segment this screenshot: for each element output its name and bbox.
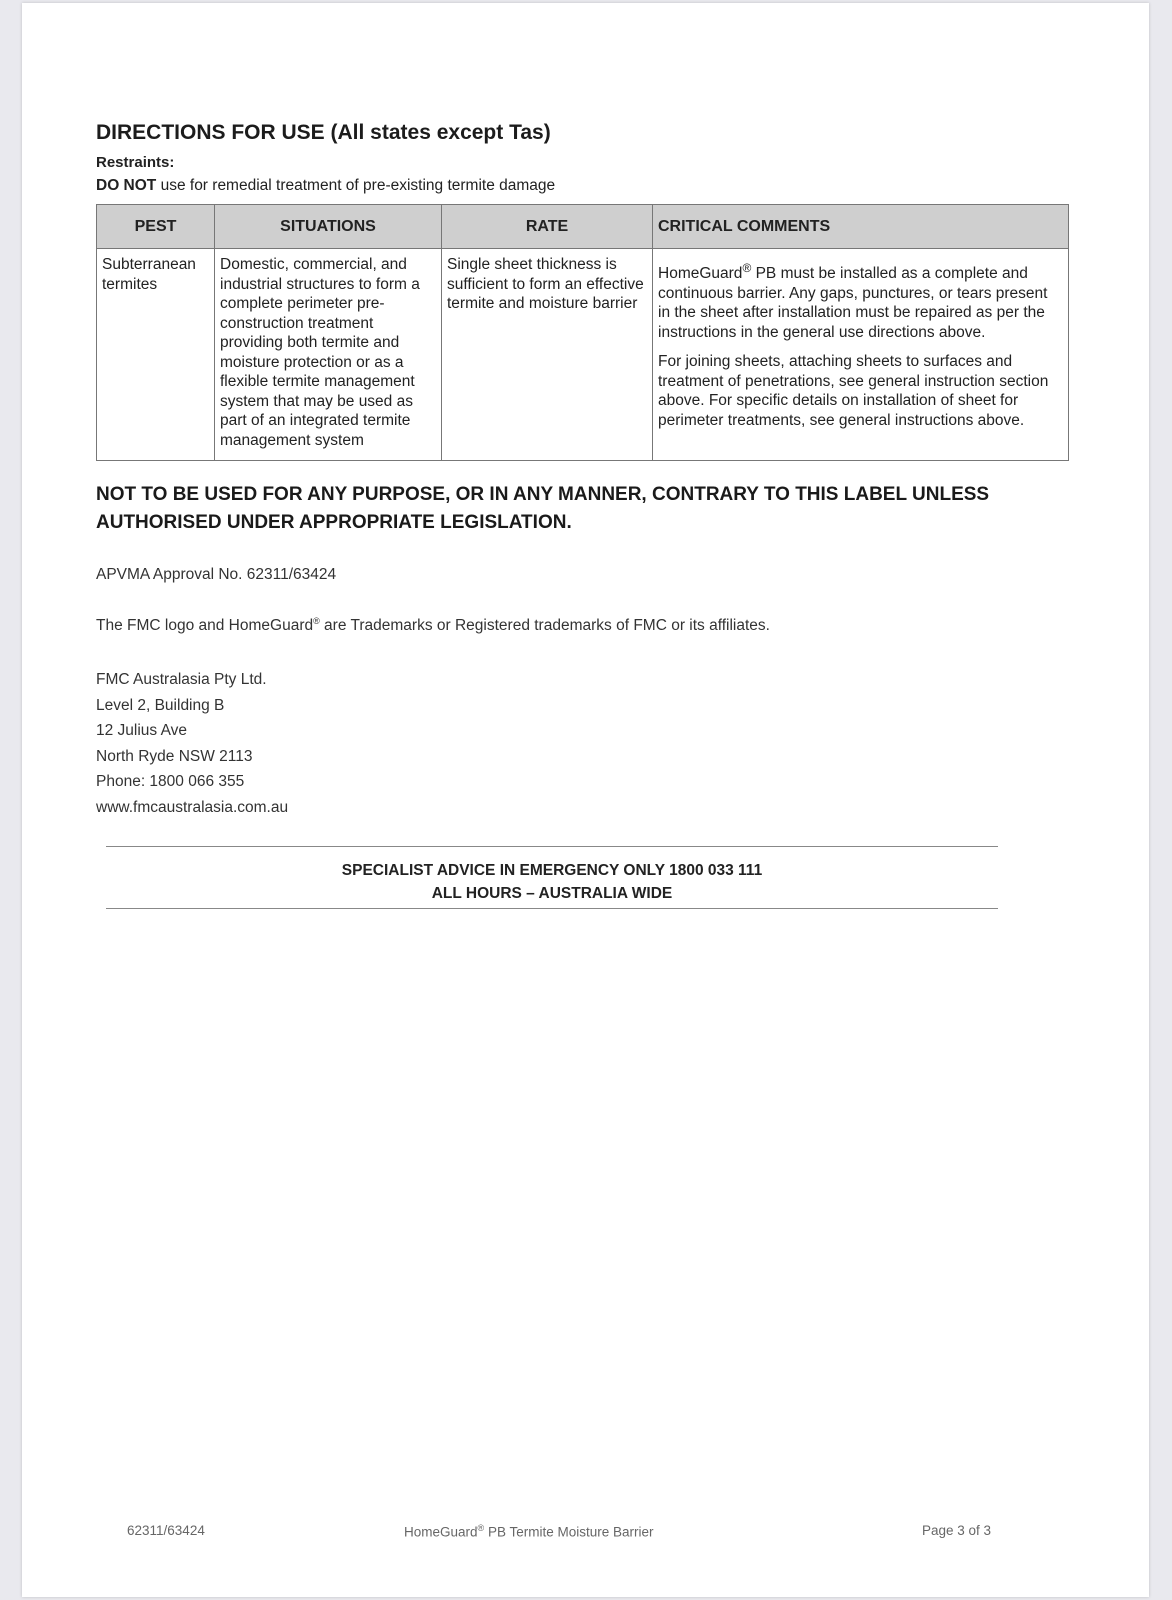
trademark-reg: ® xyxy=(313,616,320,626)
restraints-label: Restraints: xyxy=(96,154,175,171)
emergency-line-2: ALL HOURS – AUSTRALIA WIDE xyxy=(431,885,673,902)
header-critical-comments: CRITICAL COMMENTS xyxy=(653,205,1069,249)
footer-product-rest: PB Termite Moisture Barrier xyxy=(484,1524,654,1540)
restraint-text xyxy=(96,177,555,195)
apvma-approval: APVMA Approval No. 62311/63424 xyxy=(96,566,337,583)
emergency-notice xyxy=(106,859,998,905)
footer-page-number: Page 3 of 3 xyxy=(922,1523,992,1538)
header-situations: SITUATIONS xyxy=(215,205,442,249)
footer-product-reg: ® xyxy=(477,1523,485,1533)
trademark-notice xyxy=(96,616,770,635)
address-line-1: Level 2, Building B xyxy=(96,696,225,714)
header-rate: RATE xyxy=(442,205,653,249)
comment-paragraph-1 xyxy=(658,259,1063,342)
company-website: www.fmcaustralasia.com.au xyxy=(96,798,289,816)
footer-product xyxy=(404,1523,654,1540)
company-address xyxy=(96,667,288,820)
bottom-divider xyxy=(106,908,998,909)
cell-rate: Single sheet thickness is sufficient to form an effective termite and moisture barrier xyxy=(442,249,653,461)
page-heading: DIRECTIONS FOR USE (All states except Tas) xyxy=(96,121,551,144)
legal-warning: NOT TO BE USED FOR ANY PURPOSE, OR IN ANY MANNER, CONTRARY TO THIS LABEL UNLESS AUTHORISED UNDER APPROPRIATE LEGISLATION. xyxy=(96,484,990,533)
emergency-line-1: SPECIALIST ADVICE IN EMERGENCY ONLY 1800 033 111 xyxy=(341,862,763,879)
top-divider xyxy=(106,846,998,847)
registered-mark: ® xyxy=(742,261,752,275)
footer-code: 62311/63424 xyxy=(127,1523,205,1538)
restraint-prefix: DO NOT xyxy=(96,177,157,194)
footer-product-brand: HomeGuard xyxy=(404,1524,478,1540)
directions-table xyxy=(96,204,1069,461)
address-line-2: 12 Julius Ave xyxy=(96,722,188,739)
trademark-before: The FMC logo and HomeGuard xyxy=(96,617,314,635)
comment-paragraph-2: For joining sheets, attaching sheets to surfaces and treatment of penetrations, see general instruction section above. For specific details on installation of sheet for perimeter treatments, see general instructions above. xyxy=(658,353,1049,429)
restraint-body: use for remedial treatment of pre-existing termite damage xyxy=(156,177,556,194)
cell-situations: Domestic, commercial, and industrial structures to form a complete perimeter pre-construction treatment providing both termite and moisture protection or as a flexible termite management system that may be used as part of an integrated termite management system xyxy=(215,249,442,461)
company-phone: Phone: 1800 066 355 xyxy=(96,773,245,790)
comment-brand: HomeGuard xyxy=(658,265,743,283)
cell-pest: Subterranean termites xyxy=(97,249,215,461)
cell-critical-comments xyxy=(653,249,1069,461)
company-name: FMC Australasia Pty Ltd. xyxy=(96,671,267,688)
table-row xyxy=(97,249,1069,461)
trademark-after: are Trademarks or Registered trademarks of FMC or its affiliates. xyxy=(319,617,770,635)
header-pest: PEST xyxy=(97,205,215,249)
address-line-3: North Ryde NSW 2113 xyxy=(96,747,253,765)
comment-1-text: PB must be installed as a complete and continuous barrier. Any gaps, punctures, or tears present in the sheet after installation must be repaired as per the instructions in the general use directions above. xyxy=(658,265,1048,341)
table-header-row xyxy=(97,205,1069,249)
document-page xyxy=(22,3,1149,1597)
